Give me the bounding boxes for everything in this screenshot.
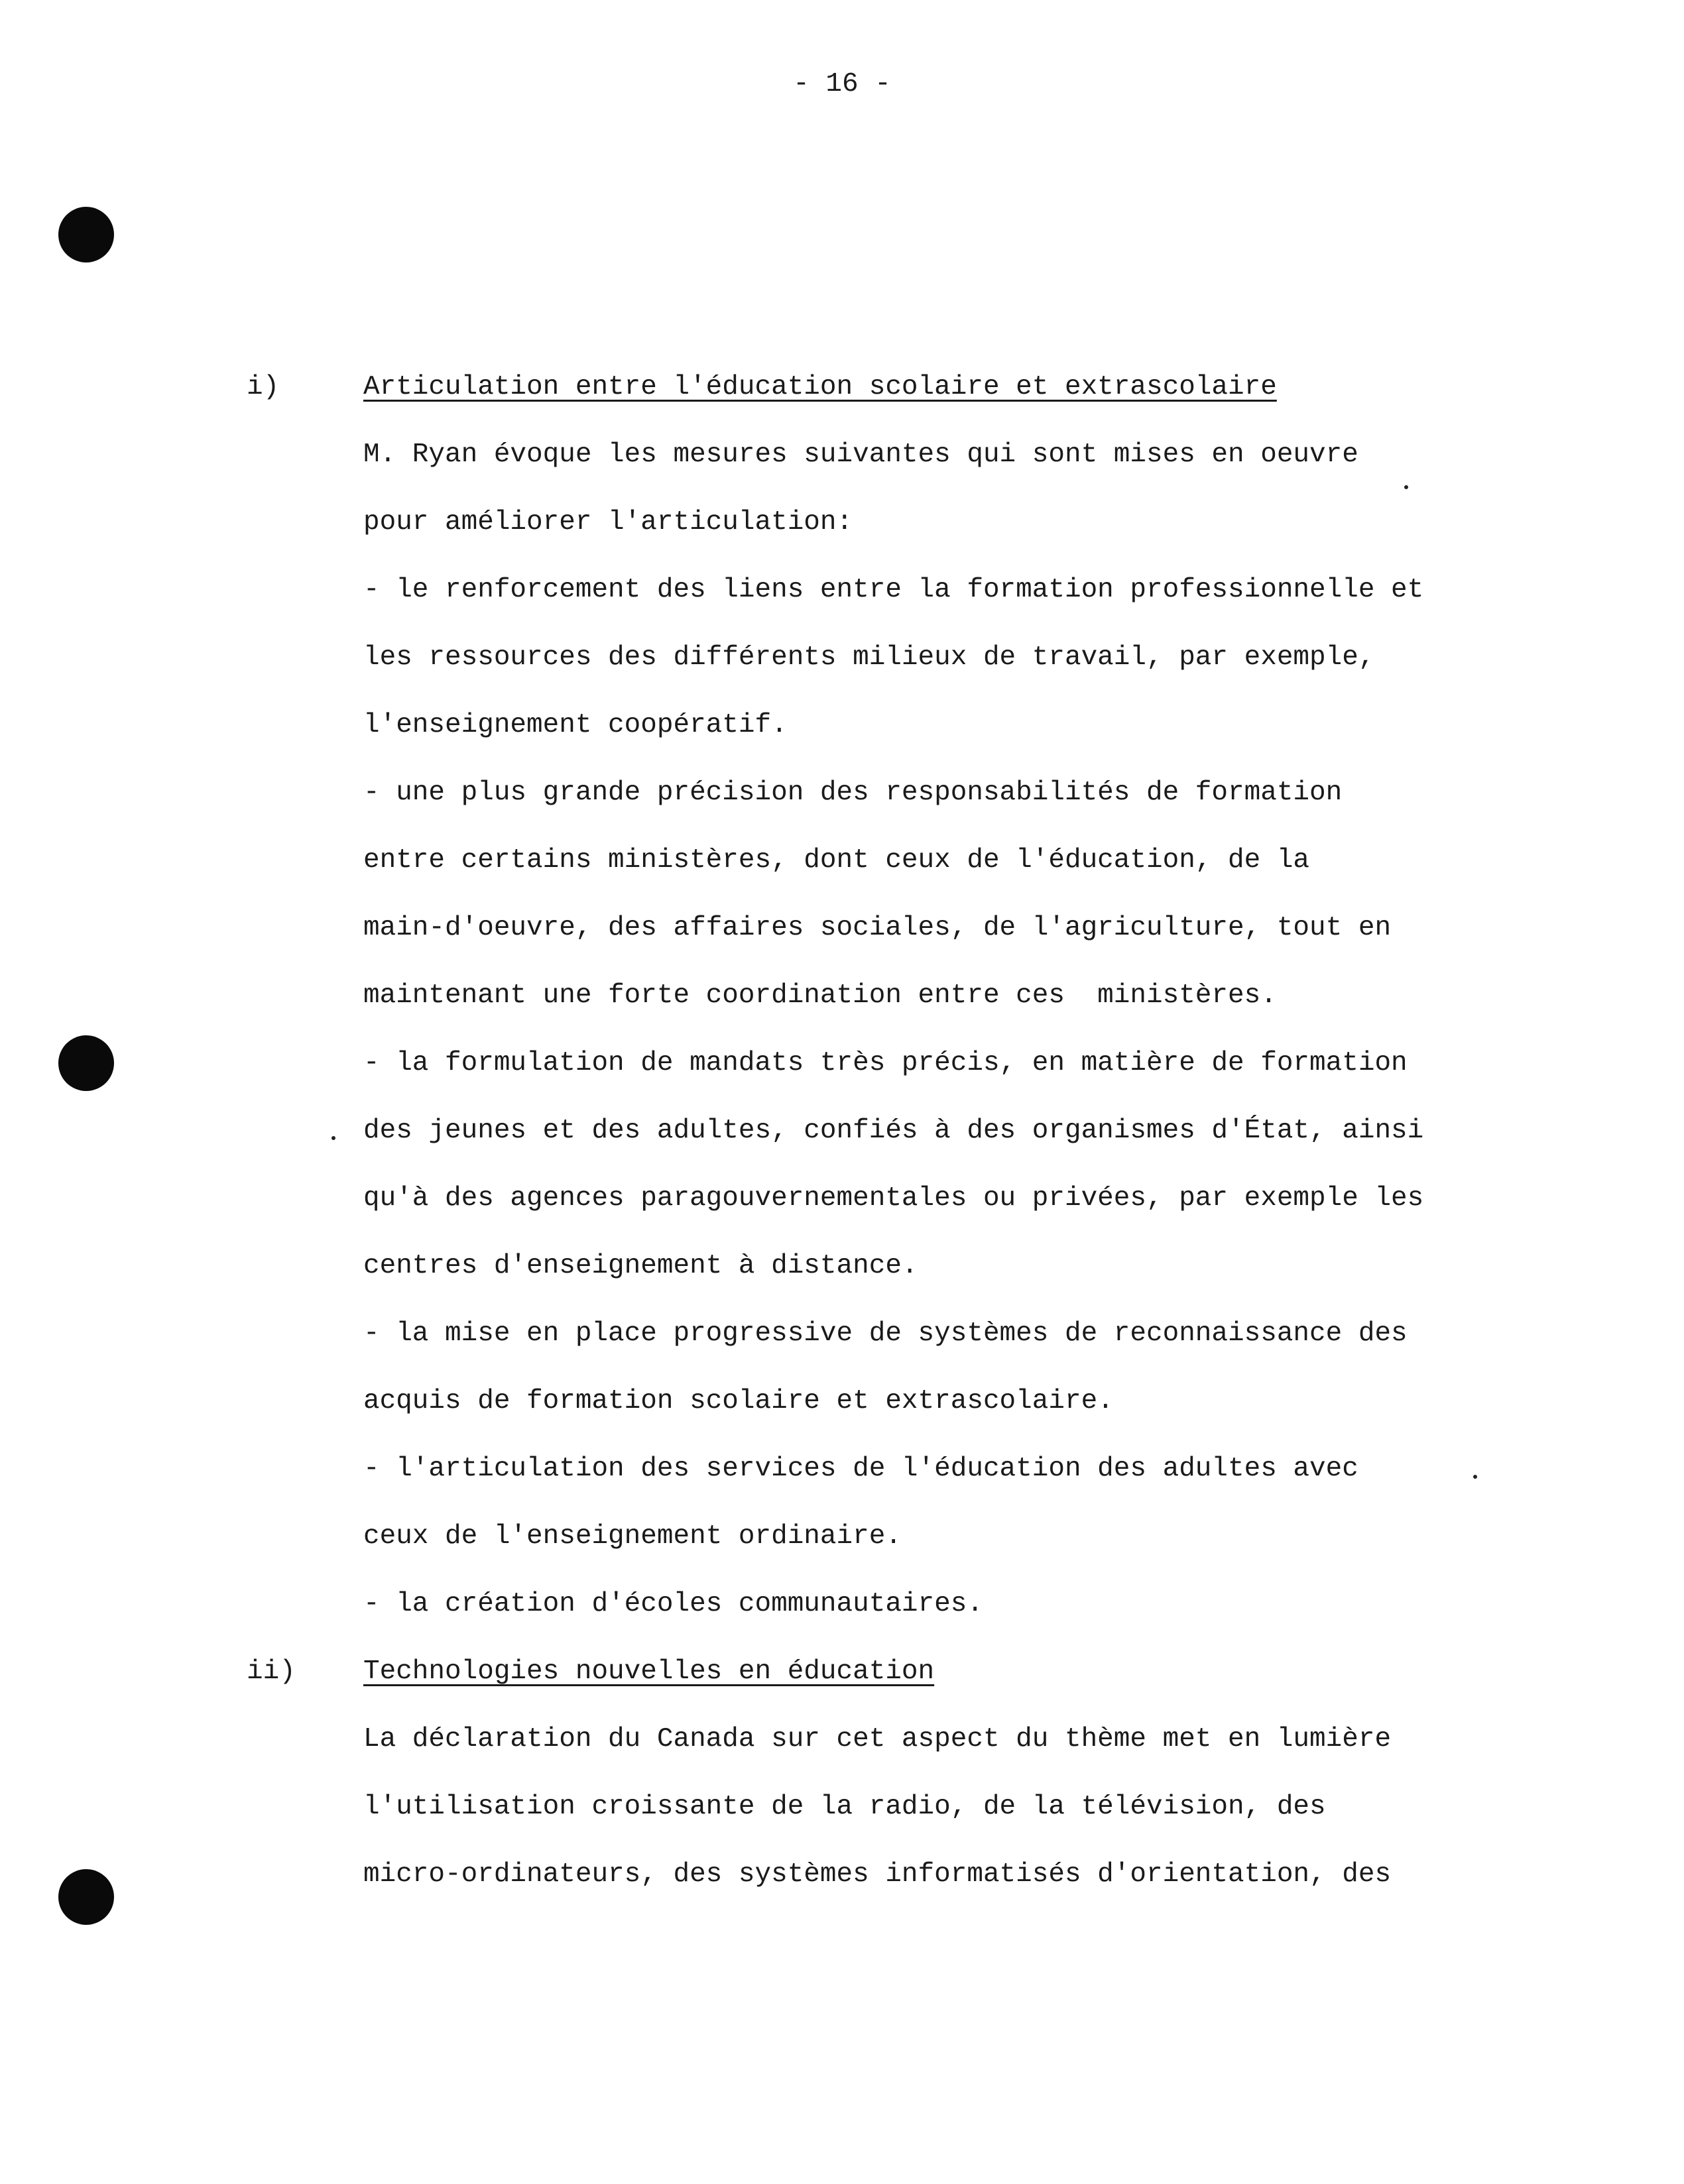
- text-line: - la mise en place progressive de systèmes de reconnaissance des: [363, 1318, 1408, 1349]
- text-line: - l'articulation des services de l'éducation des adultes avec: [363, 1454, 1358, 1484]
- section-marker-i: i): [247, 372, 280, 402]
- punch-hole-bottom: [58, 1869, 114, 1925]
- punch-hole-middle: [58, 1035, 114, 1091]
- text-line: - la formulation de mandats très précis, en matière de formation: [363, 1048, 1408, 1078]
- text-line: les ressources des différents milieux de travail, par exemple,: [363, 642, 1375, 673]
- text-line: - la création d'écoles communautaires.: [363, 1589, 983, 1619]
- section-heading-ii: Technologies nouvelles en éducation: [363, 1656, 935, 1687]
- text-line: La déclaration du Canada sur cet aspect du thème met en lumière: [363, 1724, 1392, 1754]
- punch-hole-top: [58, 207, 114, 262]
- text-line: acquis de formation scolaire et extrascolaire.: [363, 1386, 1114, 1416]
- text-line: M. Ryan évoque les mesures suivantes qui sont mises en oeuvre: [363, 439, 1358, 470]
- text-line: l'utilisation croissante de la radio, de la télévision, des: [363, 1792, 1326, 1822]
- text-line: l'enseignement coopératif.: [363, 710, 788, 740]
- text-line: ceux de l'enseignement ordinaire.: [363, 1521, 902, 1552]
- text-line: maintenant une forte coordination entre ces ministères.: [363, 980, 1277, 1011]
- text-line: - une plus grande précision des responsabilités de formation: [363, 777, 1343, 808]
- page-number: - 16 -: [793, 69, 891, 99]
- text-line: micro-ordinateurs, des systèmes informatisés d'orientation, des: [363, 1859, 1392, 1890]
- section-heading-i: Articulation entre l'éducation scolaire et extrascolaire: [363, 372, 1277, 402]
- text-line: entre certains ministères, dont ceux de l'éducation, de la: [363, 845, 1310, 876]
- text-line: pour améliorer l'articulation:: [363, 507, 853, 538]
- speck: [1404, 485, 1408, 489]
- text-line: qu'à des agences paragouvernementales ou privées, par exemple les: [363, 1183, 1424, 1214]
- text-line: main-d'oeuvre, des affaires sociales, de l'agriculture, tout en: [363, 913, 1392, 943]
- text-line: - le renforcement des liens entre la formation professionnelle et: [363, 575, 1424, 605]
- text-line: centres d'enseignement à distance.: [363, 1251, 918, 1281]
- speck: [1473, 1475, 1477, 1479]
- section-marker-ii: ii): [247, 1656, 296, 1687]
- speck: [331, 1136, 335, 1140]
- text-line: des jeunes et des adultes, confiés à des organismes d'État, ainsi: [363, 1116, 1424, 1146]
